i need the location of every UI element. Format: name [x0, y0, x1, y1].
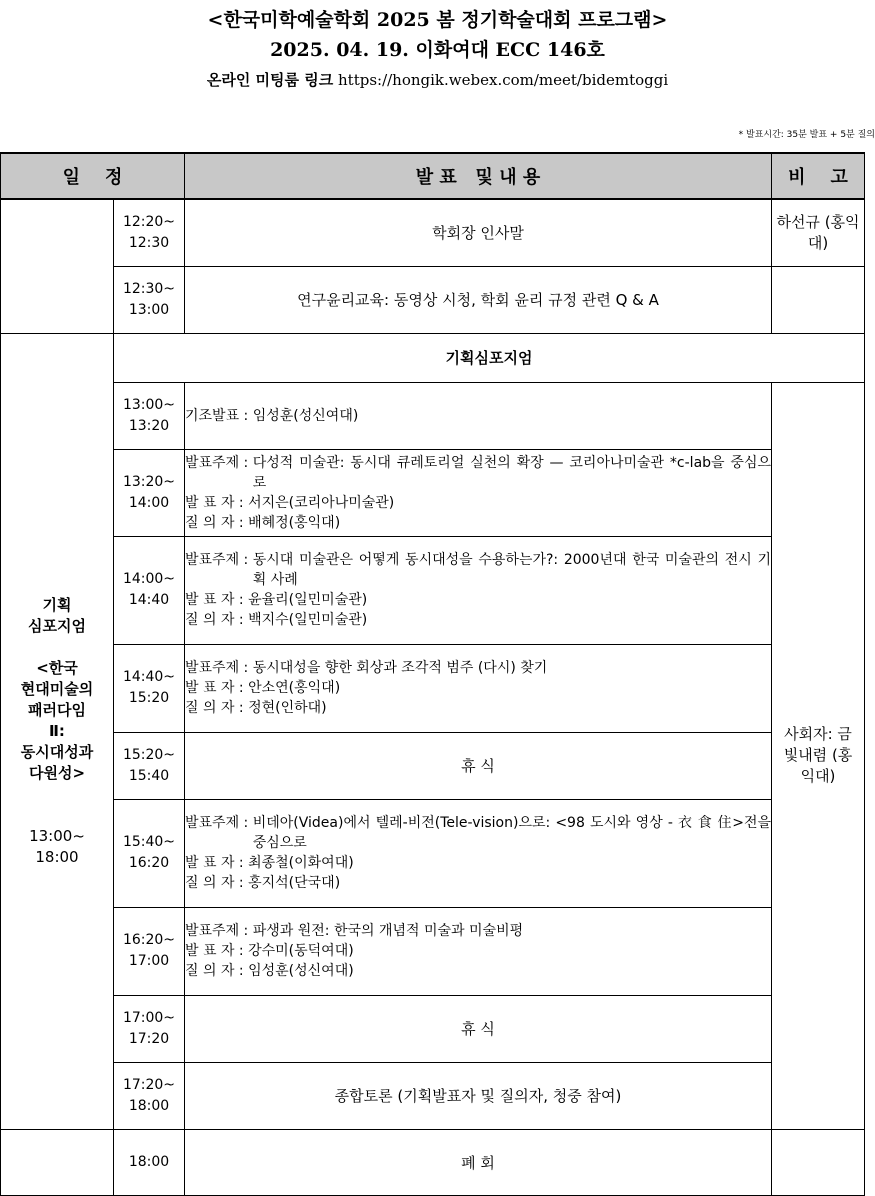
session-content: 연구윤리교육: 동영상 시청, 학회 윤리 규정 관련 Q & A — [185, 266, 772, 333]
closing-left-cell — [1, 1129, 114, 1195]
table-row — [1, 1129, 865, 1195]
symposium-line: 패러다임 — [28, 700, 86, 719]
table-row — [1, 382, 865, 449]
online-meeting-line — [0, 70, 875, 90]
symposium-time: 13:00~ 18:00 — [29, 826, 85, 866]
header-remark: 비 고 — [772, 153, 865, 199]
table-row — [1, 799, 865, 907]
session-content: 학회장 인사말 — [185, 199, 772, 266]
symposium-line: 심포지엄 — [28, 616, 86, 635]
break-label: 휴 식 — [185, 995, 772, 1062]
symposium-heading: 기획심포지엄 — [114, 333, 865, 382]
session-time: 12:20~ 12:30 — [114, 199, 185, 266]
session-content: 발표주제 : 파생과 원전: 한국의 개념적 미술과 미술비평 발 표 자 : 강수미(동덕여대) 질 의 자 : 임성훈(성신여대) — [185, 907, 772, 995]
session-time: 17:00~ 17:20 — [114, 995, 185, 1062]
table-row — [1, 199, 865, 266]
table-row — [1, 644, 865, 732]
table-row — [1, 536, 865, 644]
table-row — [1, 995, 865, 1062]
session-time: 16:20~ 17:00 — [114, 907, 185, 995]
program-table — [0, 152, 865, 1196]
session-time: 18:00 — [114, 1129, 185, 1195]
table-row — [1, 266, 865, 333]
session-time: 15:40~ 16:20 — [114, 799, 185, 907]
table-row — [1, 907, 865, 995]
online-url[interactable]: https://hongik.webex.com/meet/bidemtoggi — [338, 71, 669, 89]
session-time: 13:00~ 13:20 — [114, 382, 185, 449]
session-content: 발표주제 : 다성적 미술관: 동시대 큐레토리얼 실천의 확장 — 코리아나미술관 *c-lab을 중심으로 발 표 자 : 서지은(코리아나미술관) 질 의 자 : 배혜정(홍익대) — [185, 449, 772, 536]
session-remark — [772, 266, 865, 333]
table-row — [1, 732, 865, 799]
opening-left-cell — [1, 199, 114, 333]
presentation-time-note: * 발표시간: 35분 발표 + 5분 질의 — [738, 130, 875, 140]
session-content: 발표주제 : 동시대 미술관은 어떻게 동시대성을 수용하는가?: 2000년대 한국 미술관의 전시 기획 사례 발 표 자 : 윤율리(일민미술관) 질 의 자 : 백지수(일민미술관) — [185, 536, 772, 644]
symposium-line: 다원성> — [28, 763, 86, 782]
session-time: 12:30~ 13:00 — [114, 266, 185, 333]
online-label: 온라인 미팅룸 링크 — [206, 71, 334, 89]
closing-label: 폐 회 — [185, 1129, 772, 1195]
session-time: 14:40~ 15:20 — [114, 644, 185, 732]
symposium-line: Ⅱ: — [49, 721, 65, 740]
break-label: 휴 식 — [185, 732, 772, 799]
session-remark: 하선규 (홍익대) — [772, 199, 865, 266]
session-remark — [772, 1129, 865, 1195]
moderator: 사회자: 금빛내렴 (홍익대) — [783, 725, 853, 785]
symposium-line: 현대미술의 — [20, 679, 94, 698]
session-time: 13:20~ 14:00 — [114, 449, 185, 536]
symposium-line: 기획 — [42, 595, 72, 614]
session-content: 발표주제 : 동시대성을 향한 회상과 조각적 범주 (다시) 찾기 발 표 자 : 안소연(홍익대) 질 의 자 : 정현(인하대) — [185, 644, 772, 732]
symposium-left-cell — [1, 333, 114, 1129]
header-content: 발 표 및 내 용 — [185, 153, 772, 199]
session-time: 15:20~ 15:40 — [114, 732, 185, 799]
session-time: 17:20~ 18:00 — [114, 1062, 185, 1129]
header-schedule: 일 정 — [1, 153, 185, 199]
session-content: 발표주제 : 비데아(Videa)에서 텔레-비전(Tele-vision)으로: <98 도시와 영상 - 衣 食 住>전을 중심으로 발 표 자 : 최종철(이화여대) 질 의 자 : 홍지석(단국대) — [185, 799, 772, 907]
table-row — [1, 1062, 865, 1129]
page-title: <한국미학예술학회 2025 봄 정기학술대회 프로그램> — [207, 9, 668, 31]
session-time: 14:00~ 14:40 — [114, 536, 185, 644]
table-row — [1, 333, 865, 382]
symposium-line: <한국 — [36, 658, 78, 677]
date-place: 2025. 04. 19. 이화여대 ECC 146호 — [270, 39, 605, 61]
moderator-cell — [772, 382, 865, 1129]
symposium-line: 동시대성과 — [20, 742, 94, 761]
table-row — [1, 449, 865, 536]
discussion-label: 종합토론 (기획발표자 및 질의자, 청중 참여) — [185, 1062, 772, 1129]
session-content: 기조발표 : 임성훈(성신여대) — [185, 382, 772, 449]
